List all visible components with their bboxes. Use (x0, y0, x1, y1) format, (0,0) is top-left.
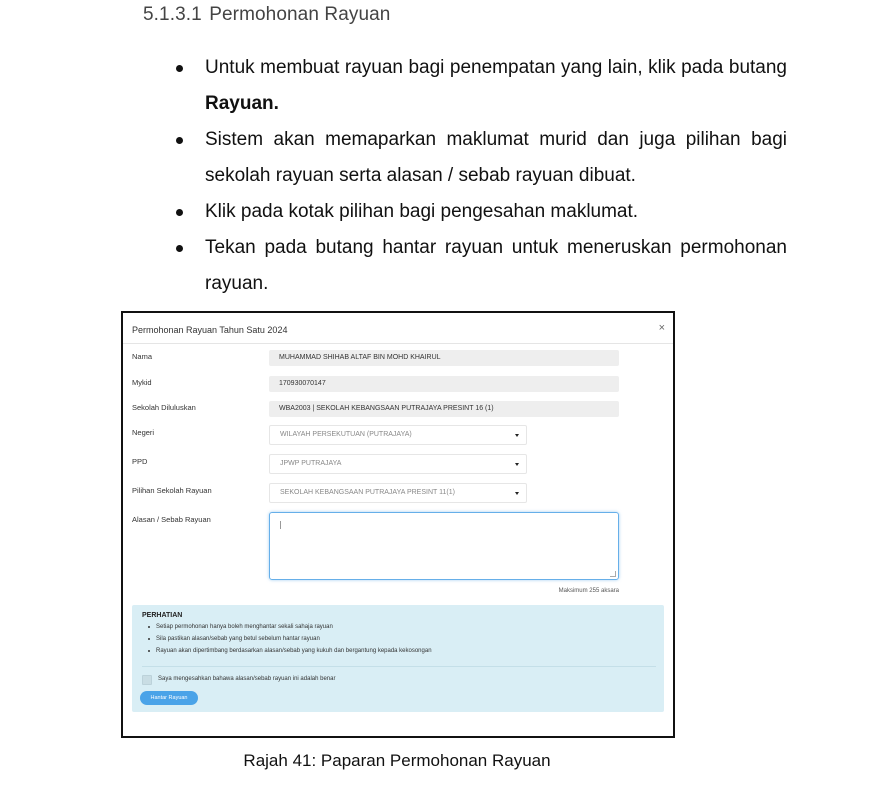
section-number: 5.1.3.1 (143, 4, 202, 25)
instruction-item (165, 50, 787, 122)
mykid-label: Mykid (132, 378, 152, 387)
instruction-text: Klik pada kotak pilihan bagi pengesahan maklumat. (205, 201, 639, 222)
notice-list (156, 621, 432, 657)
instruction-item (165, 230, 787, 302)
instruction-item (165, 122, 787, 194)
modal-header (123, 313, 673, 344)
resize-handle-icon[interactable] (610, 571, 616, 577)
instruction-item (165, 194, 787, 230)
ppd-label: PPD (132, 457, 148, 466)
sekolah-diluluskan-field: WBA2003 | SEKOLAH KEBANGSAAN PUTRAJAYA PRESINT 16 (1) (269, 401, 619, 417)
figure-caption: Rajah 41: Paparan Permohonan Rayuan (243, 751, 551, 770)
mykid-field: 170930070147 (269, 376, 619, 392)
negeri-selected-value: WILAYAH PERSEKUTUAN (PUTRAJAYA) (280, 431, 412, 438)
chevron-down-icon (515, 434, 519, 437)
notice-title: PERHATIAN (142, 612, 183, 619)
instruction-text: Sistem akan memaparkan maklumat murid dan juga pilihan bagi sekolah rayuan serta alasan / sebab rayuan dibuat. (205, 129, 787, 186)
alasan-label: Alasan / Sebab Rayuan (132, 515, 211, 524)
pilihan-sekolah-select[interactable] (269, 483, 527, 503)
notice-item: Rayuan akan dipertimbang berdasarkan alasan/sebab yang kukuh dan bergantung kepada kekosongan (156, 645, 432, 657)
instruction-text: Tekan pada butang hantar rayuan untuk meneruskan permohonan rayuan. (205, 237, 787, 294)
instruction-list (165, 50, 787, 302)
close-icon[interactable]: × (658, 322, 665, 334)
hantar-rayuan-button[interactable]: Hantar Rayuan (140, 691, 198, 705)
chevron-down-icon (515, 492, 519, 495)
chevron-down-icon (515, 463, 519, 466)
max-chars-hint: Maksimum 255 aksara (558, 588, 619, 594)
negeri-label: Negeri (132, 428, 155, 437)
instruction-bold-text: Rayuan. (205, 93, 279, 114)
nama-label: Nama (132, 352, 153, 361)
notice-item: Sila pastikan alasan/sebab yang betul sebelum hantar rayuan (156, 633, 432, 645)
ppd-select[interactable] (269, 454, 527, 474)
instruction-text: Untuk membuat rayuan bagi penempatan yang lain, klik pada butang (205, 57, 787, 78)
negeri-select[interactable] (269, 425, 527, 445)
pilihan-sekolah-label: Pilihan Sekolah Rayuan (132, 486, 212, 495)
confirm-label: Saya mengesahkan bahawa alasan/sebab rayuan ini adalah benar (158, 676, 336, 682)
notice-panel (132, 605, 664, 712)
ppd-selected-value: JPWP PUTRAJAYA (280, 460, 342, 467)
divider (142, 666, 656, 667)
text-cursor (280, 521, 281, 529)
notice-item: Setiap permohonan hanya boleh menghantar sekali sahaja rayuan (156, 621, 432, 633)
alasan-textarea[interactable] (269, 512, 619, 580)
section-heading (143, 4, 390, 26)
pilihan-sekolah-selected-value: SEKOLAH KEBANGSAAN PUTRAJAYA PRESINT 11(1) (280, 489, 455, 496)
section-title: Permohonan Rayuan (209, 4, 391, 25)
modal-title: Permohonan Rayuan Tahun Satu 2024 (132, 325, 288, 335)
sekolah-diluluskan-label: Sekolah Diluluskan (132, 403, 196, 412)
nama-field: MUHAMMAD SHIHAB ALTAF BIN MOHD KHAIRUL (269, 350, 619, 366)
confirm-checkbox[interactable] (142, 675, 152, 685)
screenshot-frame (121, 311, 675, 738)
